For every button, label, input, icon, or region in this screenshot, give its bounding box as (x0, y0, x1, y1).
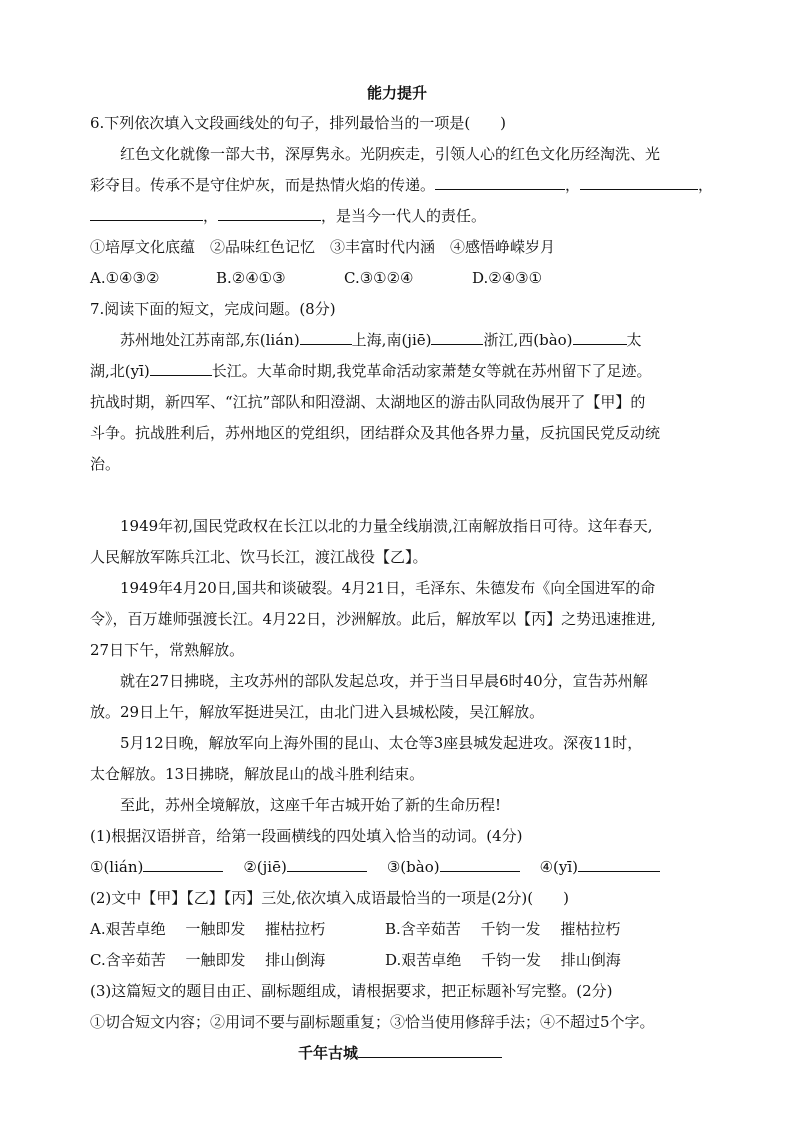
q7-passage-line: 令》，百万雄师强渡长江。4月22日，沙洲解放。此后，解放军以【丙】之势迅速推进, (90, 610, 656, 628)
answer-blank-1[interactable] (143, 857, 223, 872)
blank-lian[interactable] (300, 330, 352, 345)
q7-passage-line: 至此，苏州全境解放，这座千年古城开始了新的生命历程! (120, 796, 502, 814)
q7-passage-line: 就在27日拂晓，主攻苏州的部队发起总攻，并于当日早晨6时40分，宣告苏州解 (120, 672, 648, 690)
section-title: 能力提升 (366, 84, 427, 102)
q6-blank-1[interactable] (435, 175, 565, 190)
answer-label: ③(bào) (386, 858, 440, 876)
q6-option-a[interactable]: A.①④③② (90, 269, 160, 287)
q6-options (90, 268, 542, 288)
q6-separator: ， (565, 176, 581, 194)
q7-subquestion-1: (1)根据汉语拼音，给第一段画横线的四处填入恰当的动词。(4分) (90, 827, 523, 845)
q7-passage-line: 27日下午，常熟解放。 (90, 641, 245, 659)
q7-passage-line: 1949年初,国民党政权在长江以北的力量全线崩溃,江南解放指日可待。这年春天, (120, 517, 653, 535)
answer-blank-2[interactable] (287, 857, 367, 872)
passage-text: 长江。大革命时期,我党革命活动家萧楚女等就在苏州留下了足迹。 (211, 362, 652, 380)
q6-passage-end: ，是当今一代人的责任。 (321, 207, 487, 225)
q7-passage-line: 放。29日上午，解放军挺进吴江，由北门进入县城松陵，吴江解放。 (90, 703, 545, 721)
answer-label: ②(jiē) (243, 858, 287, 876)
blank-jie[interactable] (431, 330, 483, 345)
q7-subquestion-3: (3)这篇短文的题目由正、副标题组成，请根据要求，把正标题补写完整。(2分) (90, 982, 613, 1000)
blank-bao[interactable] (573, 330, 627, 345)
q7-passage-line: 抗战时期，新四军、“江抗”部队和阳澄湖、太湖地区的游击队同敌伪展开了【甲】的 (90, 393, 646, 411)
q6-stem: 6.下列依次填入文段画线处的句子，排列最恰当的一项是( ) (90, 114, 507, 132)
q7-passage-line (90, 361, 652, 381)
answer-blank-4[interactable] (578, 857, 660, 872)
title-answer-line (298, 1043, 502, 1063)
q7-option-b[interactable]: B.含辛茹苦 千钧一发 摧枯拉朽 (385, 920, 621, 938)
q7-subquestion-2-options (90, 950, 621, 970)
passage-text: 上海,南(jiē) (351, 331, 432, 349)
q7-passage-line: 人民解放军陈兵江北、饮马长江，渡江战役【乙】。 (90, 548, 428, 566)
q7-passage-line: 太仓解放。13日拂晓，解放昆山的战斗胜利结束。 (90, 765, 425, 783)
q7-option-c[interactable]: C.含辛茹苦 一触即发 排山倒海 (90, 951, 326, 969)
answer-label: ④(yī) (539, 858, 579, 876)
q6-separator: ， (203, 207, 219, 225)
blank-yi[interactable] (150, 361, 212, 376)
q6-separator: ， (698, 176, 714, 194)
passage-text: 浙江,西(bào) (483, 331, 573, 349)
q7-stem: 7.阅读下面的短文，完成问题。(8分) (90, 300, 336, 318)
q6-option-b[interactable]: B.②④①③ (216, 269, 286, 287)
q7-passage-line: 治。 (90, 455, 121, 473)
q7-passage-line (120, 330, 642, 350)
passage-text: 湖,北(yī) (90, 362, 150, 380)
q7-subquestion-2-options (90, 919, 620, 939)
q7-option-d[interactable]: D.艰苦卓绝 千钧一发 排山倒海 (385, 951, 621, 969)
q6-blank-4[interactable] (218, 206, 321, 221)
q7-option-a[interactable]: A.艰苦卓绝 一触即发 摧枯拉朽 (90, 920, 326, 938)
main-title-prefix: 千年古城 (298, 1044, 359, 1062)
q7-subquestion-2: (2)文中【甲】【乙】【丙】三处,依次填入成语最恰当的一项是(2分)( ) (90, 889, 569, 907)
q7-subquestion-1-answers (90, 857, 660, 877)
q6-blank-3[interactable] (90, 206, 203, 221)
q6-option-d[interactable]: D.②④③① (472, 269, 543, 287)
passage-text: 苏州地处江苏南部,东(lián) (120, 331, 300, 349)
q7-passage-line: 5月12日晚，解放军向上海外围的昆山、太仓等3座县城发起进攻。深夜11时， (120, 734, 643, 752)
q6-passage-line (90, 206, 486, 226)
title-answer-blank[interactable] (358, 1043, 502, 1058)
passage-text: 太 (626, 331, 642, 349)
q6-passage-text: 彩夺目。传承不是守住炉灰，而是热情火焰的传递。 (90, 176, 436, 194)
q7-passage-line: 斗争。抗战胜利后，苏州地区的党组织，团结群众及其他各界力量，反抗国民党反动统 (90, 424, 661, 442)
q6-passage-line: 红色文化就像一部大书，深厚隽永。光阴疾走，引领人心的红色文化历经淘洗、光 (120, 145, 661, 163)
answer-blank-3[interactable] (440, 857, 520, 872)
q7-passage-line: 1949年4月20日,国共和谈破裂。4月21日，毛泽东、朱德发布《向全国进军的命 (120, 579, 656, 597)
q6-passage-line (90, 175, 713, 195)
q7-subquestion-3-requirements: ①切合短文内容；②用词不要与副标题重复；③恰当使用修辞手法；④不超过5个字。 (90, 1013, 655, 1031)
q6-blank-2[interactable] (580, 175, 698, 190)
q6-option-c[interactable]: C.③①②④ (344, 269, 414, 287)
q6-items: ①培厚文化底蕴 ②品味红色记忆 ③丰富时代内涵 ④感悟峥嵘岁月 (90, 238, 556, 256)
answer-label: ①(lián) (90, 858, 144, 876)
